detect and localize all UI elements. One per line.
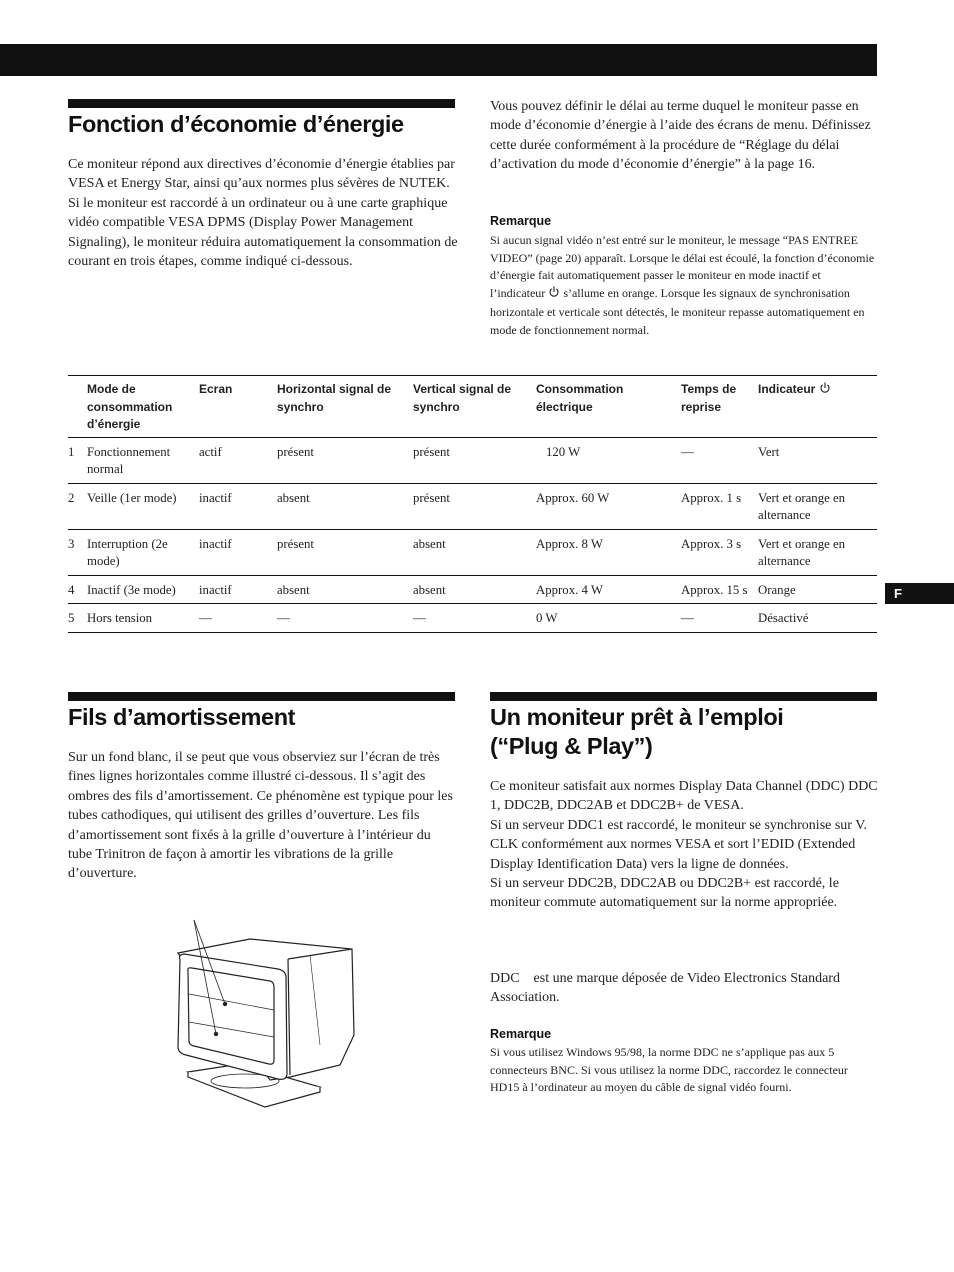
table-header-label: Indicateur [758, 382, 816, 396]
table-header-cell: Horizontal signal de synchro [277, 376, 413, 438]
table-header-cell: Mode de consommation d’énergie [87, 376, 199, 438]
language-tab: F [885, 583, 954, 604]
consumption-cell: Approx. 8 W [536, 529, 681, 575]
plug-remark: Si vous utilisez Windows 95/98, la norme DDC ne s’applique pas aux 5 connecteurs BNC. Si vous utilisez la norme DDC, raccordez le connecteur HD15 à l’ordinateur au moyen du câble de signal vidéo fourni. [490, 1045, 848, 1095]
plug-paragraph: Ce moniteur satisfait aux normes Display Data Channel (DDC) DDC 1, DDC2B, DDC2AB et DDC2B+ de VESA. [490, 779, 889, 814]
mode-cell: Hors tension [87, 604, 199, 633]
screen-cell: inactif [199, 483, 277, 529]
row-number: 2 [68, 483, 87, 529]
table-header-cell: Ecran [199, 376, 277, 438]
power-icon [548, 286, 560, 304]
remark-text: Si aucun signal vidéo n’est entré sur le moniteur, le message “PAS ENTREE VIDEO” (page 20) apparaît. Lorsque le délai est écoulé, la fonction d’économie d’énergie fait automatiquement passer le moniteur en mode inactif et l’indicateur [490, 233, 875, 301]
monitor-drawing [170, 915, 380, 1110]
mode-cell: Interruption (2e mode) [87, 529, 199, 575]
table-header-cell: Temps de reprise [681, 376, 758, 438]
mode-cell: Veille (1er mode) [87, 483, 199, 529]
energy-body [68, 155, 458, 271]
vsync-cell: présent [413, 437, 536, 483]
plug-title-line: Un moniteur prêt à l’emploi [490, 704, 784, 730]
row-number: 5 [68, 604, 87, 633]
remark-heading: Remarque [490, 1027, 552, 1041]
power-icon [819, 382, 831, 400]
energy-paragraph: Ce moniteur répond aux directives d’économie d’énergie établies par VESA et Energy Star, ainsi qu’aux normes plus sévères de NUTEK. [68, 157, 455, 192]
vsync-cell: — [413, 604, 536, 633]
vsync-cell: présent [413, 483, 536, 529]
table-header-cell: Vertical signal de synchro [413, 376, 536, 438]
damper-paragraph: Sur un fond blanc, il se peut que vous observiez sur l’écran de très fines lignes horizontales comme illustré ci-dessous. Il s’agit des ombres des fils d’amortissement. Ce phénomène est typique pour les tubes cathodiques, qui utilisent des grilles d’ouverture. Les fils d’amortissement sont fixés à la grille d’ouverture à l’intérieur du tube Trinitron de façon à amortir les vibrations de la grille d’ouverture. [68, 750, 453, 882]
recovery-cell: Approx. 1 s [681, 483, 758, 529]
indicator-cell: Orange [758, 575, 877, 604]
hsync-cell: absent [277, 575, 413, 604]
table-row [68, 529, 877, 575]
recovery-cell: — [681, 437, 758, 483]
plug-title-line: (“Plug & Play”) [490, 733, 653, 759]
header-bar [0, 44, 877, 76]
energy-right-paragraph: Vous pouvez définir le délai au terme duquel le moniteur passe en mode d’économie d’énergie à l’aide des écrans de menu. Définissez cette durée conformément à la procédure de “Réglage du délai d’activation du mode d’économie d’énergie” à la page 16. [490, 99, 871, 173]
table-header-row [68, 376, 877, 438]
screen-cell: — [199, 604, 277, 633]
screen-cell: actif [199, 437, 277, 483]
indicator-cell: Vert et orange en alternance [758, 529, 877, 575]
hsync-cell: présent [277, 437, 413, 483]
screen-cell: inactif [199, 575, 277, 604]
energy-title: Fonction d’économie d’énergie [68, 111, 404, 137]
table-row [68, 604, 877, 633]
recovery-cell: Approx. 15 s [681, 575, 758, 604]
energy-paragraph: Si le moniteur est raccordé à un ordinateur ou à une carte graphique vidéo compatible VESA DPMS (Display Power Management Signaling), le moniteur réduira automatiquement la consommation de courant en trois étapes, comme indiqué ci-dessous. [68, 195, 458, 270]
row-number: 3 [68, 529, 87, 575]
table-row [68, 483, 877, 529]
plug-body [490, 777, 889, 913]
consumption-cell: Approx. 60 W [536, 483, 681, 529]
plug-paragraph: Si un serveur DDC1 est raccordé, le moniteur se synchronise sur V. CLK conformément aux normes VESA et sort l’EDID (Extended Display Identification Data) vers la ligne de données. [490, 817, 868, 872]
consumption-cell: 120 W [536, 437, 681, 483]
trademark-note: DDC est une marque déposée de Video Electronics Standard Association. [490, 971, 843, 1006]
section-rule [490, 692, 877, 701]
table-header-cell [68, 376, 87, 438]
hsync-cell: — [277, 604, 413, 633]
indicator-cell: Vert [758, 437, 877, 483]
screen-cell: inactif [199, 529, 277, 575]
row-number: 1 [68, 437, 87, 483]
energy-remark [490, 232, 878, 339]
plug-paragraph: Si un serveur DDC2B, DDC2AB ou DDC2B+ est raccordé, le moniteur commute automatiquement sur la norme appropriée. [490, 876, 839, 911]
power-mode-table [68, 375, 877, 633]
monitor-illustration [170, 915, 380, 1115]
consumption-cell: Approx. 4 W [536, 575, 681, 604]
vsync-cell: absent [413, 529, 536, 575]
table-row [68, 575, 877, 604]
vsync-cell: absent [413, 575, 536, 604]
recovery-cell: — [681, 604, 758, 633]
indicator-cell: Vert et orange en alternance [758, 483, 877, 529]
section-rule [68, 99, 455, 108]
row-number: 4 [68, 575, 87, 604]
table-header-cell [758, 376, 877, 438]
remark-heading: Remarque [490, 214, 552, 228]
table-row [68, 437, 877, 483]
plug-title [490, 703, 783, 761]
hsync-cell: absent [277, 483, 413, 529]
section-rule [68, 692, 455, 701]
table-header-cell: Consommation électrique [536, 376, 681, 438]
indicator-cell: Désactivé [758, 604, 877, 633]
remark-text: s’allume en orange. Lorsque les signaux de synchronisation horizontale et verticale sont détectés, le moniteur repasse automatiquement en mode de fonctionnement normal. [490, 286, 865, 337]
recovery-cell: Approx. 3 s [681, 529, 758, 575]
damper-title: Fils d’amortissement [68, 704, 296, 730]
mode-cell: Fonctionnement normal [87, 437, 199, 483]
hsync-cell: présent [277, 529, 413, 575]
mode-cell: Inactif (3e mode) [87, 575, 199, 604]
consumption-cell: 0 W [536, 604, 681, 633]
